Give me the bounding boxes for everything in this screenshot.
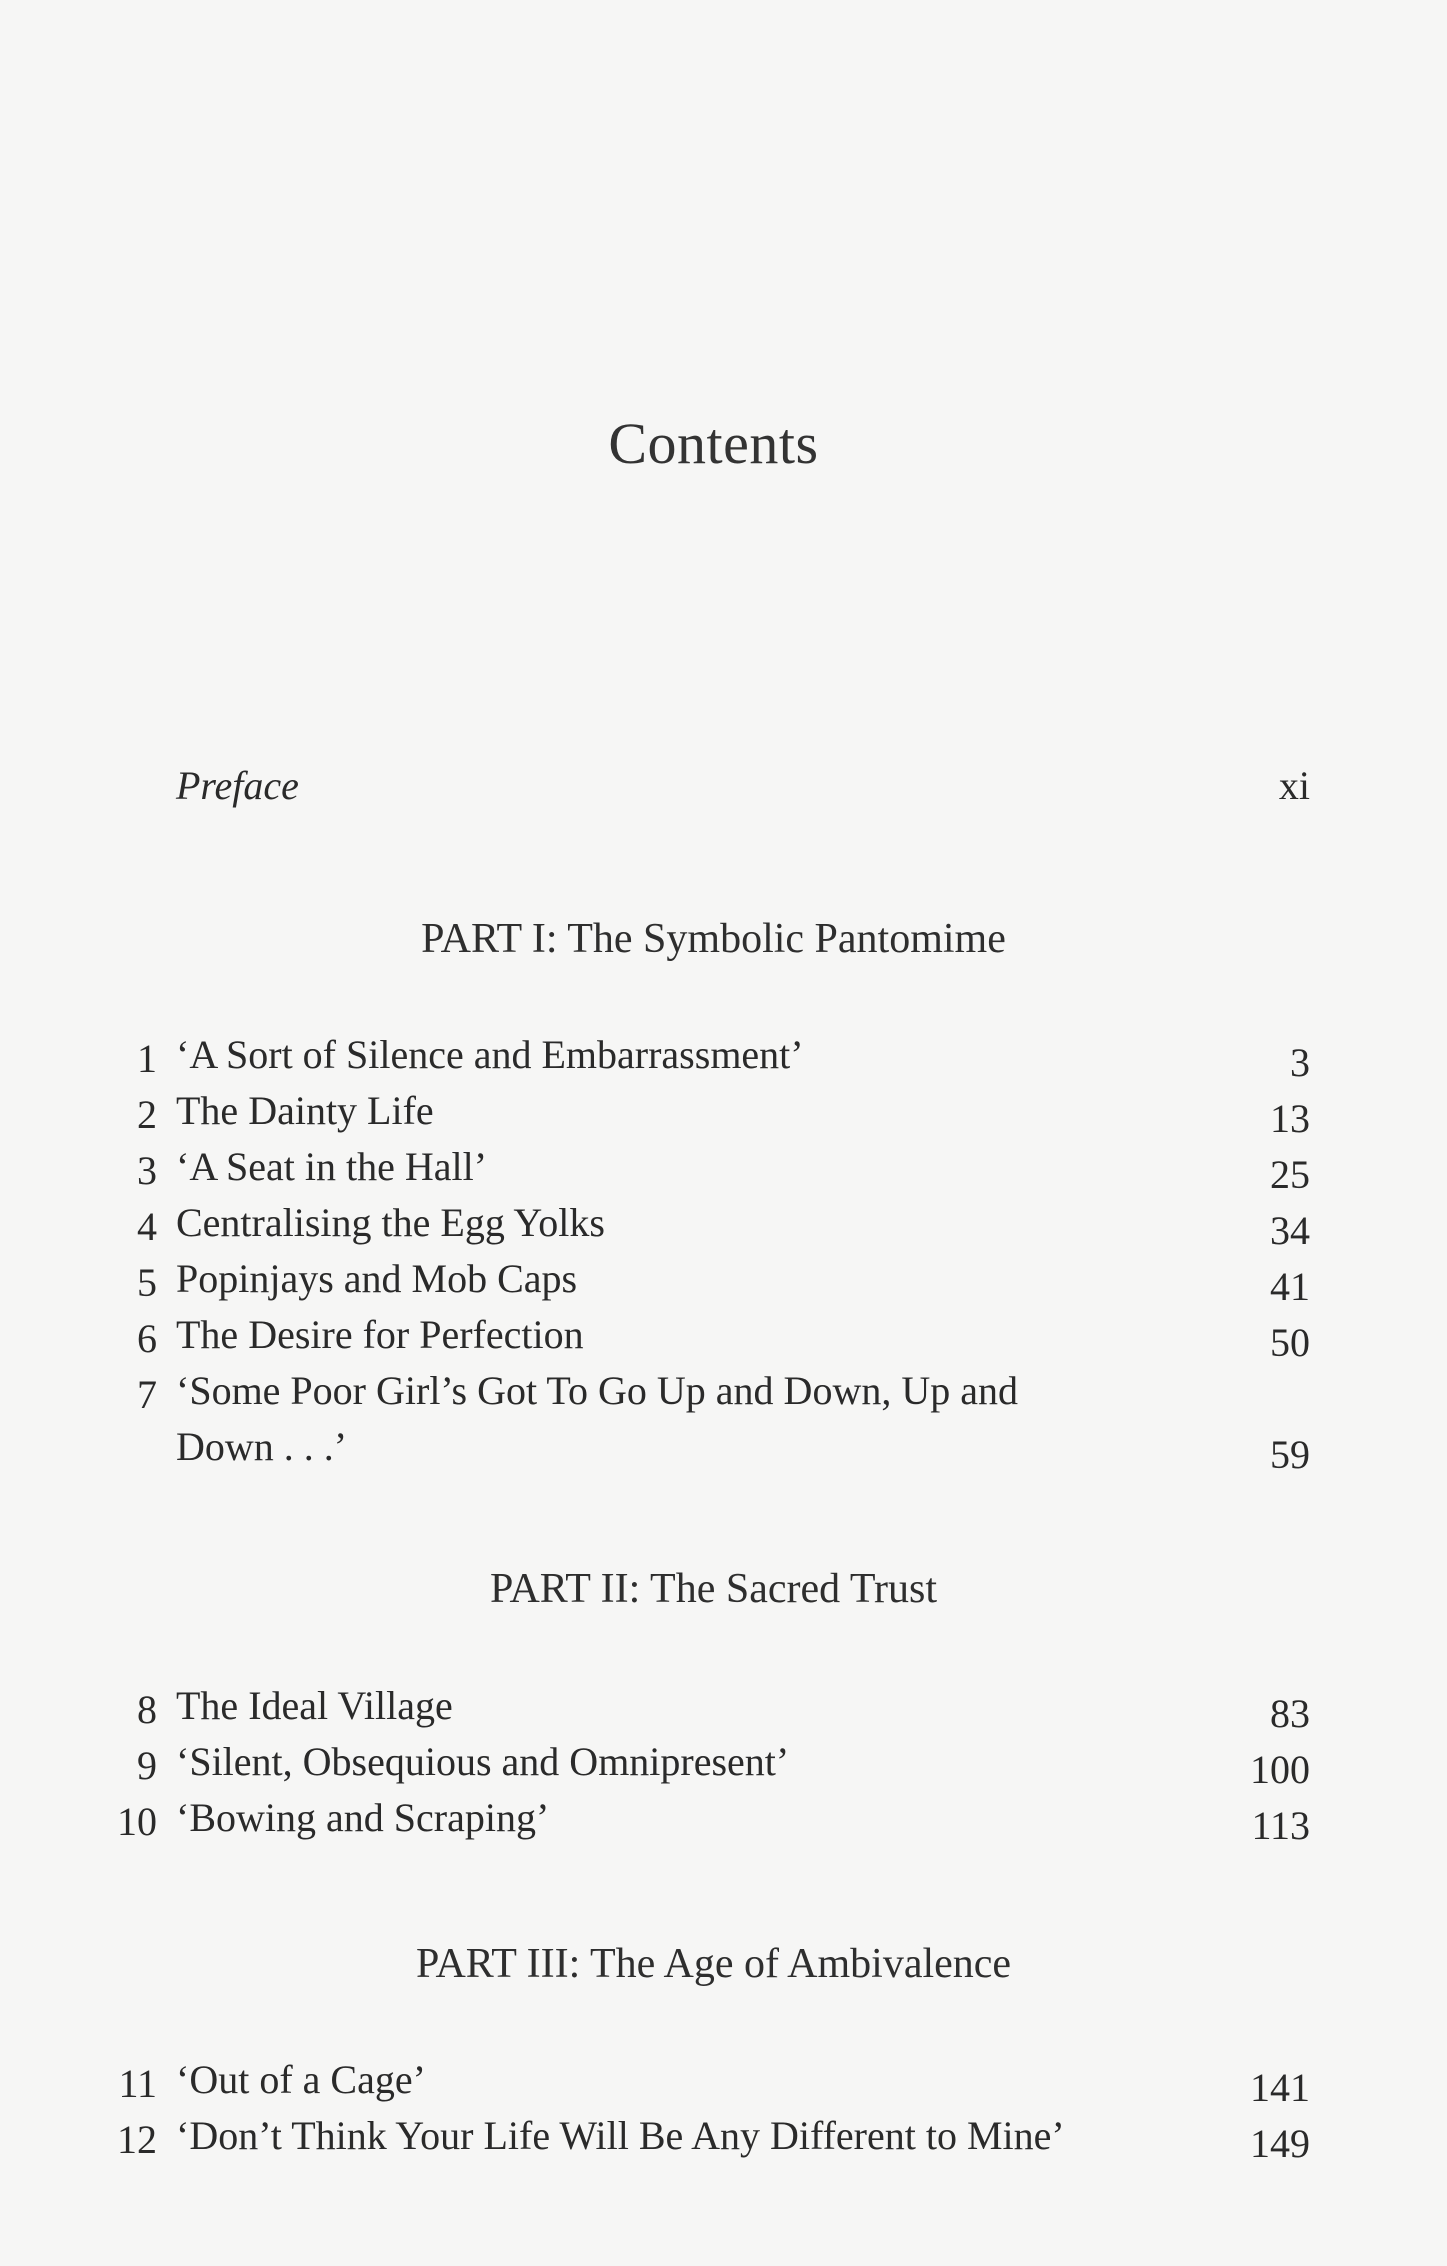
chapter-page-number: 41 <box>1270 1264 1310 1309</box>
chapter-title: The Ideal Village <box>176 1683 453 1728</box>
chapter-title: ‘Silent, Obsequious and Omnipresent’ <box>176 1739 790 1784</box>
chapter-number: 6 <box>137 1316 157 1361</box>
part-1-heading: PART I: The Symbolic Pantomime <box>421 916 1006 962</box>
chapter-title: Centralising the Egg Yolks <box>176 1200 605 1245</box>
toc-entry <box>0 1795 1447 1854</box>
chapter-number: 11 <box>118 2061 157 2106</box>
chapter-title: Popinjays and Mob Caps <box>176 1256 578 1301</box>
preface-page-number: xi <box>1278 763 1310 808</box>
chapter-page-number: 34 <box>1270 1208 1310 1253</box>
part-2-heading: PART II: The Sacred Trust <box>489 1566 938 1612</box>
chapter-page-number: 83 <box>1270 1691 1310 1736</box>
chapter-title: ‘Some Poor Girl’s Got To Go Up and Down, Up and Down . . .’ <box>176 1368 1018 1469</box>
chapter-page-number: 3 <box>1290 1040 1310 1085</box>
chapter-number: 12 <box>117 2117 157 2162</box>
part-3-chapter-list <box>0 2057 1447 2172</box>
chapter-page-number: 50 <box>1270 1320 1310 1365</box>
chapter-number: 4 <box>137 1204 157 1249</box>
chapter-title: ‘A Sort of Silence and Embarrassment’ <box>176 1032 804 1077</box>
page-title: Contents <box>608 411 819 476</box>
chapter-page-number: 59 <box>1270 1432 1310 1477</box>
chapter-number: 3 <box>137 1148 157 1193</box>
part-3-heading: PART III: The Age of Ambivalence <box>415 1941 1012 1987</box>
part-1-chapter-list <box>0 1032 1447 1483</box>
chapter-number: 7 <box>137 1372 157 1417</box>
chapter-page-number: 13 <box>1270 1096 1310 1141</box>
chapter-number: 8 <box>137 1687 157 1732</box>
chapter-title: The Dainty Life <box>176 1088 434 1133</box>
chapter-page-number: 100 <box>1250 1747 1310 1792</box>
preface-label: Preface <box>176 763 299 808</box>
chapter-page-number: 25 <box>1270 1152 1310 1197</box>
toc-entry <box>0 2113 1447 2172</box>
chapter-number: 9 <box>137 1743 157 1788</box>
chapter-page-number: 149 <box>1250 2121 1310 2166</box>
chapter-number: 10 <box>117 1799 157 1844</box>
chapter-title: ‘Out of a Cage’ <box>176 2057 426 2102</box>
chapter-page-number: 141 <box>1250 2065 1310 2110</box>
chapter-title: ‘A Seat in the Hall’ <box>176 1144 488 1189</box>
part-2-chapter-list <box>0 1683 1447 1854</box>
chapter-number: 1 <box>137 1036 157 1081</box>
chapter-title: ‘Don’t Think Your Life Will Be Any Different to Mine’ <box>176 2113 1065 2158</box>
chapter-title: The Desire for Perfection <box>176 1312 584 1357</box>
toc-entry <box>0 1368 1447 1483</box>
chapter-page-number: 113 <box>1251 1803 1310 1848</box>
chapter-title: ‘Bowing and Scraping’ <box>176 1795 550 1840</box>
chapter-number: 5 <box>137 1260 157 1305</box>
chapter-number: 2 <box>137 1092 157 1137</box>
